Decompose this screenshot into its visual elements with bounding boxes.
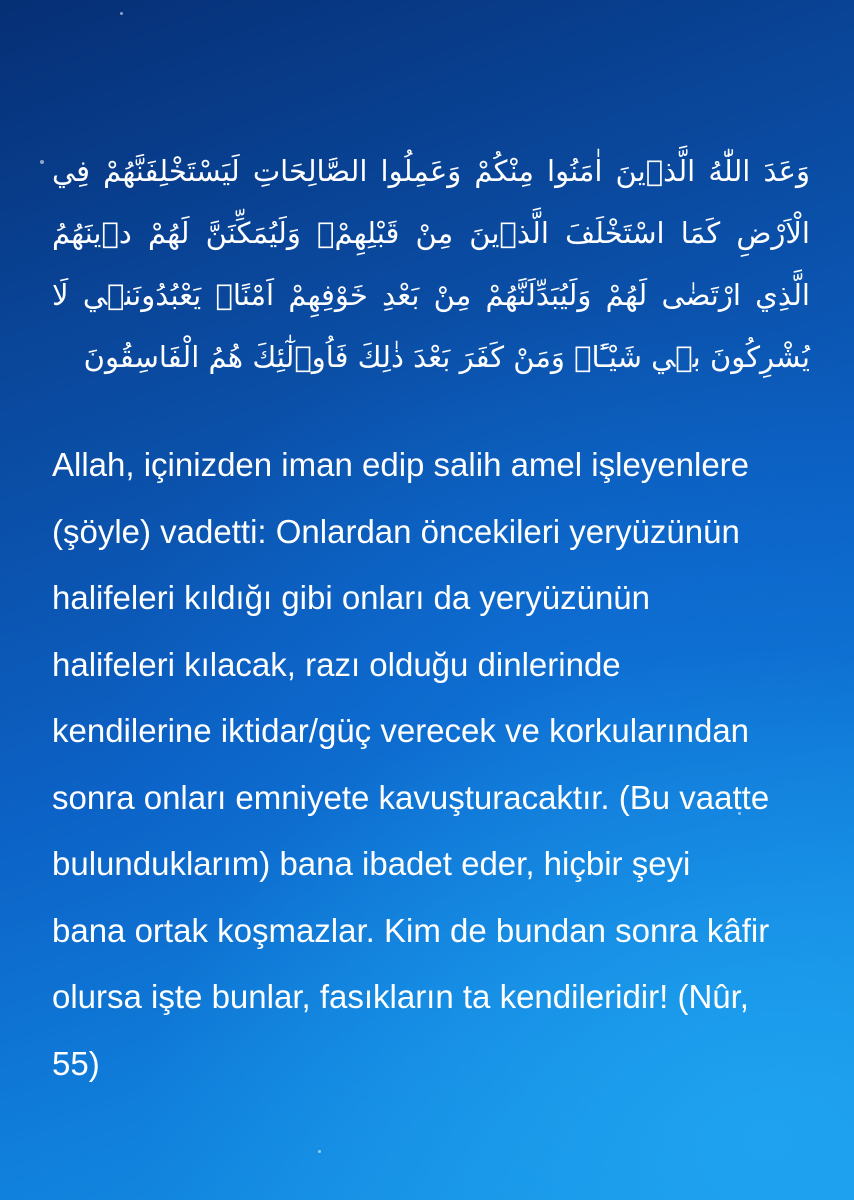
- sparkle-dot: [318, 1150, 321, 1153]
- sparkle-dot: [120, 12, 123, 15]
- arabic-verse-text: وَعَدَ اللّٰهُ الَّذ۪ينَ اٰمَنُوا مِنْكُمْ وَعَمِلُوا الصَّالِحَاتِ لَيَسْتَخْلِفَنَّهُمْ فِي الْاَرْضِ كَمَا اسْتَخْلَفَ الَّذ۪ينَ مِنْ قَبْلِهِمْۖ وَلَيُمَكِّنَنَّ لَهُمْ د۪ينَهُمُ الَّذِي ارْتَضٰى لَهُمْ وَلَيُبَدِّلَنَّهُمْ مِنْ بَعْدِ خَوْفِهِمْ اَمْنًاۜ يَعْبُدُونَن۪ي لَا يُشْرِكُونَ ب۪ي شَيْـًٔاۜ وَمَنْ كَفَرَ بَعْدَ ذٰلِكَ فَاُو۬لٰٓئِكَ هُمُ الْفَاسِقُونَ: [52, 154, 810, 374]
- turkish-translation-text: Allah, içinizden iman edip salih amel işleyenlere (şöyle) vadetti: Onlardan öncekileri yeryüzünün halifeleri kıldığı gibi onları da yeryüzünün halifeleri kılacak, razı olduğu dinlerinde kendilerine iktidar/güç verecek ve korkularından sonra onları emniyete kavuşturacaktır. (Bu vaatte bulunduklarım) bana ibadet eder, hiçbir şeyi bana ortak koşmazlar. Kim de bundan sonra kâfir olursa işte bunlar, fasıkların ta kendileridir! (Nûr, 55): [52, 446, 770, 1082]
- verse-card: [52, 140, 812, 1097]
- sparkle-dot: [40, 160, 44, 164]
